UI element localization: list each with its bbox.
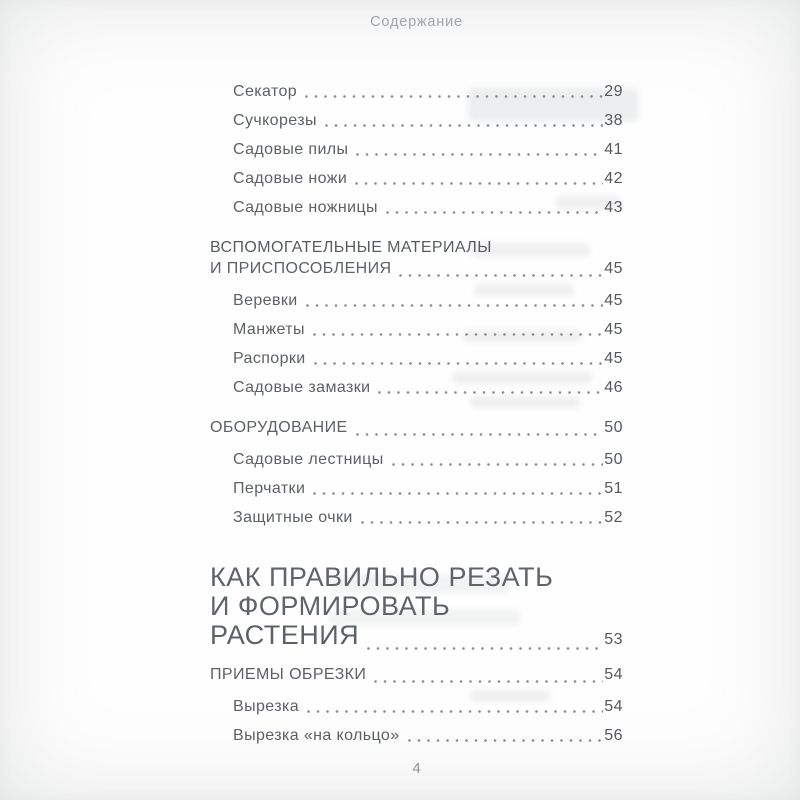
toc-entry-page: 29 xyxy=(604,83,623,100)
toc-entry-page: 45 xyxy=(604,292,623,309)
toc-entry xyxy=(210,142,623,158)
toc-entry-page: 50 xyxy=(604,451,623,468)
toc-entry-label: Садовые ножницы xyxy=(233,199,378,216)
dot-leader xyxy=(386,211,603,214)
dot-leader xyxy=(356,433,604,436)
dot-leader xyxy=(392,463,604,466)
dot-leader xyxy=(313,492,603,495)
toc-entry-label: И ПРИСПОСОБЛЕНИЯ xyxy=(210,260,392,277)
toc-entry xyxy=(210,510,623,526)
dot-leader xyxy=(408,739,604,742)
toc-entry-page: 53 xyxy=(604,631,623,648)
toc-entry-page: 43 xyxy=(604,199,623,216)
toc-entry-page: 45 xyxy=(604,350,623,367)
toc-entry-label: Вырезка xyxy=(233,698,300,715)
toc-entry-page: 52 xyxy=(604,509,623,526)
toc-entry-page: 41 xyxy=(604,141,623,158)
toc-entry-page: 46 xyxy=(604,379,623,396)
toc-entry-label: Перчатки xyxy=(233,480,306,497)
toc-entry xyxy=(210,171,623,187)
dot-leader xyxy=(367,647,603,650)
dot-leader xyxy=(356,153,603,156)
toc-entry xyxy=(210,664,623,685)
toc-entry xyxy=(210,351,623,367)
toc-entry-label: Садовые ножи xyxy=(233,170,348,187)
toc-entry xyxy=(210,237,623,279)
toc-entry-page: 50 xyxy=(604,419,623,436)
toc-entry xyxy=(210,452,623,468)
dot-leader xyxy=(378,391,603,394)
toc-entry-page: 56 xyxy=(604,727,623,744)
toc-entry-label: Манжеты xyxy=(233,321,305,338)
toc-entry xyxy=(210,563,623,654)
toc-entry-label: И ФОРМИРОВАТЬ xyxy=(210,591,451,621)
toc-entry-label: Веревки xyxy=(233,292,298,309)
toc-entry-page: 38 xyxy=(604,112,623,129)
dot-leader xyxy=(355,182,603,185)
toc-entry-page: 51 xyxy=(604,480,623,497)
toc-entry-label: Распорки xyxy=(233,350,306,367)
dot-leader xyxy=(374,680,603,683)
toc-entry-page: 45 xyxy=(604,260,623,277)
toc-entry-label: Садовые лестницы xyxy=(233,451,384,468)
toc-entry-label: РАСТЕНИЯ xyxy=(210,620,360,650)
toc-entry-label: ОБОРУДОВАНИЕ xyxy=(210,419,348,436)
toc-entry-page: 54 xyxy=(604,698,623,715)
toc-entry-label: Садовые пилы xyxy=(233,141,349,158)
toc-entry-label: Вырезка «на кольцо» xyxy=(233,727,400,744)
toc-entry-label: КАК ПРАВИЛЬНО РЕЗАТЬ xyxy=(210,562,554,592)
toc-entry-label: Секатор xyxy=(233,83,298,100)
dot-leader xyxy=(361,521,604,524)
dot-leader xyxy=(399,274,603,277)
toc-entry xyxy=(210,728,623,744)
toc-entry-label: ПРИЕМЫ ОБРЕЗКИ xyxy=(210,666,367,683)
toc-entry xyxy=(210,322,623,338)
toc-entry xyxy=(210,417,623,438)
toc-entry-page: 54 xyxy=(604,666,623,683)
dot-leader xyxy=(305,95,603,98)
toc-entry-label: Защитные очки xyxy=(233,509,353,526)
toc-entry-label: Сучкорезы xyxy=(233,112,317,129)
toc-entry xyxy=(210,380,623,396)
toc-entry xyxy=(210,84,623,100)
toc-entry xyxy=(210,699,623,715)
page-number: 4 xyxy=(412,760,421,777)
dot-leader xyxy=(314,362,604,365)
page-header-title: Содержание xyxy=(370,14,463,30)
dot-leader xyxy=(325,124,603,127)
toc-entry xyxy=(210,481,623,497)
toc-entry-label: ВСПОМОГАТЕЛЬНЫЕ МАТЕРИАЛЫ xyxy=(210,239,492,256)
dot-leader xyxy=(307,710,603,713)
toc-entry-label: Садовые замазки xyxy=(233,379,371,396)
toc-entry xyxy=(210,113,623,129)
toc-entry-page: 42 xyxy=(604,170,623,187)
toc-list xyxy=(210,84,623,744)
toc-entry-page: 45 xyxy=(604,321,623,338)
dot-leader xyxy=(313,333,603,336)
toc-entry xyxy=(210,293,623,309)
dot-leader xyxy=(306,304,604,307)
toc-entry xyxy=(210,200,623,216)
